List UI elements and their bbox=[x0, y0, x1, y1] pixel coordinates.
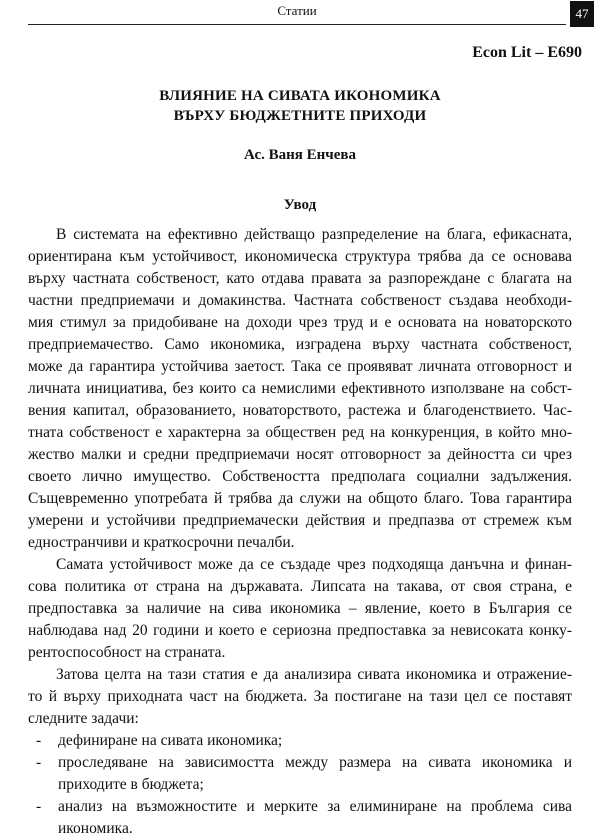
dash-bullet: - bbox=[36, 732, 42, 749]
paragraph-line: своето лично имущество. Собствеността предполага социални задължения. bbox=[28, 468, 572, 485]
paragraph-line: мия стимул за придобиване на доходи чрез труд и е основата на новаторското bbox=[28, 314, 572, 331]
running-header bbox=[28, 0, 566, 25]
paragraph-line: едностранчиви и краткосрочни печалби. bbox=[28, 534, 295, 551]
paragraph-line: Същевременно употребата й трябва да служи на общото благо. Това гарантира bbox=[28, 490, 572, 507]
jel-classification: Econ Lit – E690 bbox=[472, 44, 582, 61]
task-list-item bbox=[28, 796, 572, 840]
paragraph-line: жество малки и средни предприемачи носят отговорност за дейността си чрез bbox=[28, 446, 572, 463]
task-line: икономика. bbox=[58, 820, 133, 837]
page-number: 47 bbox=[570, 1, 594, 27]
paragraph bbox=[28, 554, 572, 664]
paragraph-line: предприемачество. Само икономика, изградена върху частната собственост, bbox=[28, 336, 572, 353]
article-title-line: ВЪРХУ БЮДЖЕТНИТЕ ПРИХОДИ bbox=[173, 108, 427, 124]
task-line: анализ на възможностите и мерките за елиминиране на проблема сива bbox=[58, 798, 572, 815]
paragraph bbox=[28, 664, 572, 730]
running-title: Статии bbox=[277, 3, 317, 18]
paragraph-line: следните задачи: bbox=[28, 710, 139, 727]
paragraph-line: умерени и устойчиви предприемачески действия и предпазва от стремеж към bbox=[28, 512, 572, 529]
task-list bbox=[28, 730, 572, 840]
author-name: Ас. Ваня Енчева bbox=[244, 147, 356, 163]
paragraph-line: тната собственост е характерна за обществен ред на конкуренция, в който мно- bbox=[28, 424, 572, 441]
task-line: приходите в бюджета; bbox=[58, 776, 204, 793]
dash-bullet: - bbox=[36, 798, 42, 815]
paragraph-line: предпоставка за наличие на сива икономика – явление, което в България се bbox=[28, 600, 572, 617]
paragraph-line: вения капитал, образованието, новаторството, растежа и благоденствието. Час- bbox=[28, 402, 572, 419]
paragraph-line: Самата устойчивост може да се създаде чрез подходяща данъчна и финан- bbox=[56, 556, 572, 573]
paragraph-line: рентоспособност на страната. bbox=[28, 644, 226, 661]
task-line: проследяване на зависимостта между размера на сивата икономика и bbox=[58, 754, 572, 771]
dash-bullet: - bbox=[36, 754, 42, 771]
paragraph-line: Затова целта на тази статия е да анализира сивата икономика и отражение- bbox=[56, 666, 572, 683]
paragraph bbox=[28, 224, 572, 554]
paragraph-line: личната инициатива, без които са немислими ефективното използване на собст- bbox=[28, 380, 572, 397]
paragraph-line: то й върху приходната част на бюджета. За постигане на тази цел се поставят bbox=[28, 688, 572, 705]
paragraph-line: наблюдава над 20 години и което е сериозна предпоставка за невисоката конку- bbox=[28, 622, 572, 639]
article-title-line: ВЛИЯНИЕ НА СИВАТА ИКОНОМИКА bbox=[159, 88, 441, 104]
article-title bbox=[0, 86, 600, 126]
paragraph-line: В системата на ефективно действащо разпределение на блага, ефикасната, bbox=[56, 226, 572, 243]
paragraph-line: сова политика от страна на държавата. Липсата на такава, от своя страна, е bbox=[28, 578, 572, 595]
task-list-item bbox=[28, 752, 572, 796]
paragraph-line: ориентирана към устойчивост, икономическа структура трябва да се основава bbox=[28, 248, 572, 265]
paragraph-line: върху частната собственост, като отдава правата за разпореждане с благата на bbox=[28, 270, 572, 287]
paragraph-line: може да гарантира устойчива заетост. Така се проявяват личната отговорност и bbox=[28, 358, 572, 375]
paragraph-line: частни предприемачи и домакинства. Частната собственост създава необходи- bbox=[28, 292, 572, 309]
task-line: дефиниране на сивата икономика; bbox=[58, 732, 283, 749]
section-heading: Увод bbox=[283, 197, 317, 213]
paragraphs bbox=[28, 224, 572, 730]
task-list-item bbox=[28, 730, 572, 752]
body-text bbox=[28, 224, 572, 840]
